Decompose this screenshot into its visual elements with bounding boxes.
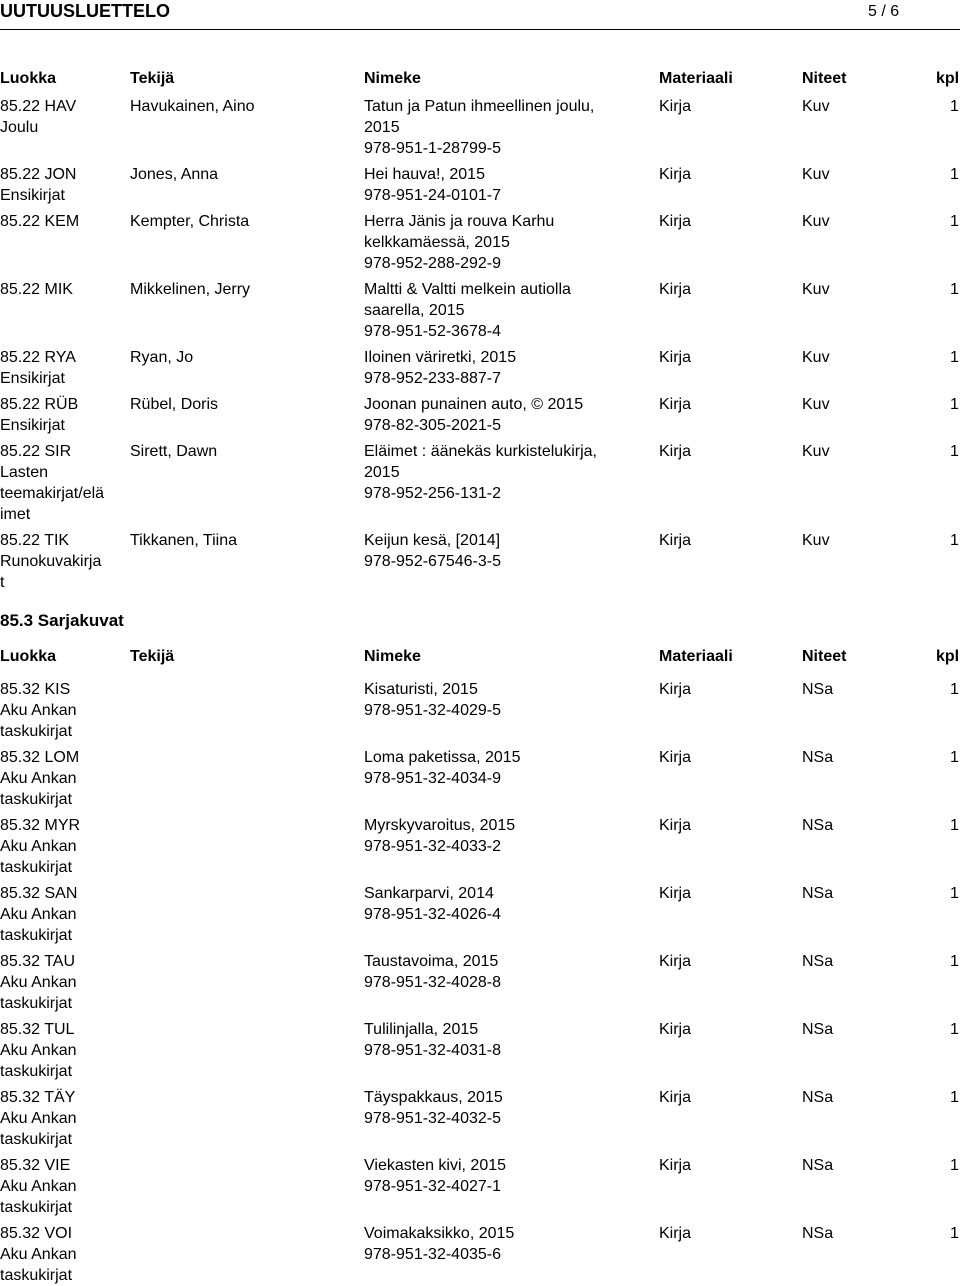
luokka-cell-line: Runokuvakirja [0, 553, 102, 570]
nimeke-cell-line: 978-952-67546-3-5 [364, 553, 501, 570]
kpl-cell: 1 [950, 443, 959, 460]
luokka-cell-line: taskukirjat [0, 723, 73, 740]
nimeke-cell [364, 530, 644, 572]
nimeke-cell-line: 978-951-32-4033-2 [364, 838, 501, 855]
nimeke-cell-line: 978-951-32-4028-8 [364, 974, 501, 991]
nimeke-cell-line: kelkkamäessä, 2015 [364, 234, 510, 251]
document-title: UUTUUSLUETTELO [0, 1, 170, 21]
luokka-cell-line: 85.22 HAV [0, 98, 77, 115]
luokka-cell-line: 85.32 MYR [0, 817, 81, 834]
luokka-cell-line: 85.22 JON [0, 166, 77, 183]
column-header-kpl: kpl [936, 648, 960, 665]
kpl-cell: 1 [950, 396, 959, 413]
nimeke-cell [364, 279, 644, 342]
nimeke-cell-line: 978-951-32-4035-6 [364, 1246, 501, 1263]
page-header [0, 0, 960, 24]
luokka-cell [0, 883, 112, 946]
luokka-cell-line: Aku Ankan [0, 906, 77, 923]
nimeke-cell [364, 394, 644, 436]
luokka-cell-line: Aku Ankan [0, 770, 77, 787]
luokka-cell [0, 815, 112, 878]
niteet-cell: NSa [802, 1225, 834, 1242]
kpl-cell: 1 [950, 532, 959, 549]
materiaali-cell: Kirja [659, 1021, 692, 1038]
nimeke-cell-line: Hei hauva!, 2015 [364, 166, 485, 183]
column-header-niteet: Niteet [802, 70, 847, 87]
tekija-cell: Tikkanen, Tiina [130, 532, 238, 549]
nimeke-cell-line: 978-951-32-4032-5 [364, 1110, 501, 1127]
luokka-cell [0, 211, 112, 232]
nimeke-cell-line: Taustavoima, 2015 [364, 953, 499, 970]
kpl-cell: 1 [950, 98, 959, 115]
luokka-cell [0, 1019, 112, 1082]
niteet-cell: Kuv [802, 166, 830, 183]
luokka-cell-line: Aku Ankan [0, 1110, 77, 1127]
nimeke-cell-line: Joonan punainen auto, © 2015 [364, 396, 584, 413]
luokka-cell [0, 96, 112, 138]
tekija-cell: Havukainen, Aino [130, 98, 255, 115]
materiaali-cell: Kirja [659, 532, 692, 549]
luokka-cell-line: Ensikirjat [0, 417, 65, 434]
tekija-cell: Ryan, Jo [130, 349, 194, 366]
luokka-cell-line: 85.32 VIE [0, 1157, 71, 1174]
niteet-cell: NSa [802, 885, 834, 902]
niteet-cell: Kuv [802, 281, 830, 298]
nimeke-cell-line: Loma paketissa, 2015 [364, 749, 521, 766]
luokka-cell [0, 347, 112, 389]
luokka-cell-line: 85.22 MIK [0, 281, 73, 298]
nimeke-cell [364, 815, 644, 857]
nimeke-cell-line: Iloinen väriretki, 2015 [364, 349, 517, 366]
kpl-cell: 1 [950, 1021, 959, 1038]
luokka-cell-line: taskukirjat [0, 1199, 73, 1216]
niteet-cell: Kuv [802, 532, 830, 549]
kpl-cell: 1 [950, 349, 959, 366]
nimeke-cell [364, 1087, 644, 1129]
luokka-cell-line: Ensikirjat [0, 187, 65, 204]
luokka-cell-line: 85.22 RYA [0, 349, 76, 366]
niteet-cell: Kuv [802, 396, 830, 413]
luokka-cell [0, 1087, 112, 1150]
nimeke-cell-line: 978-82-305-2021-5 [364, 417, 501, 434]
materiaali-cell: Kirja [659, 1157, 692, 1174]
niteet-cell: NSa [802, 1157, 834, 1174]
column-header-kpl: kpl [936, 70, 960, 87]
tekija-cell: Jones, Anna [130, 166, 219, 183]
luokka-cell [0, 679, 112, 742]
materiaali-cell: Kirja [659, 98, 692, 115]
luokka-cell [0, 1223, 112, 1286]
luokka-cell-line: Joulu [0, 119, 39, 136]
materiaali-cell: Kirja [659, 681, 692, 698]
kpl-cell: 1 [950, 885, 959, 902]
luokka-cell-line: 85.32 TUL [0, 1021, 75, 1038]
niteet-cell: Kuv [802, 443, 830, 460]
nimeke-cell-line: Herra Jänis ja rouva Karhu [364, 213, 555, 230]
header-divider [0, 29, 960, 30]
kpl-cell: 1 [950, 1225, 959, 1242]
nimeke-cell-line: 978-951-32-4026-4 [364, 906, 501, 923]
tekija-cell: Rübel, Doris [130, 396, 219, 413]
tekija-cell: Sirett, Dawn [130, 443, 218, 460]
luokka-cell-line: taskukirjat [0, 791, 73, 808]
tekija-cell: Mikkelinen, Jerry [130, 281, 251, 298]
materiaali-cell: Kirja [659, 817, 692, 834]
column-header-materiaali: Materiaali [659, 70, 733, 87]
nimeke-cell-line: 978-951-52-3678-4 [364, 323, 501, 340]
materiaali-cell: Kirja [659, 281, 692, 298]
luokka-cell-line: 85.32 SAN [0, 885, 78, 902]
kpl-cell: 1 [950, 213, 959, 230]
niteet-cell: NSa [802, 1021, 834, 1038]
column-header-tekija: Tekijä [130, 648, 175, 665]
nimeke-cell-line: Myrskyvaroitus, 2015 [364, 817, 516, 834]
nimeke-cell [364, 679, 644, 721]
nimeke-cell-line: Keijun kesä, [2014] [364, 532, 501, 549]
nimeke-cell-line: 978-952-233-887-7 [364, 370, 501, 387]
materiaali-cell: Kirja [659, 213, 692, 230]
nimeke-cell-line: Tatun ja Patun ihmeellinen joulu, [364, 98, 595, 115]
luokka-cell-line: taskukirjat [0, 1063, 73, 1080]
luokka-cell-line: teemakirjat/elä [0, 485, 105, 502]
kpl-cell: 1 [950, 681, 959, 698]
materiaali-cell: Kirja [659, 749, 692, 766]
nimeke-cell [364, 747, 644, 789]
nimeke-cell [364, 883, 644, 925]
luokka-cell-line: taskukirjat [0, 1131, 73, 1148]
kpl-cell: 1 [950, 1089, 959, 1106]
luokka-cell-line: Aku Ankan [0, 702, 77, 719]
luokka-cell [0, 1155, 112, 1218]
materiaali-cell: Kirja [659, 885, 692, 902]
nimeke-cell-line: 978-951-24-0101-7 [364, 187, 501, 204]
nimeke-cell-line: Sankarparvi, 2014 [364, 885, 494, 902]
nimeke-cell-line: saarella, 2015 [364, 302, 465, 319]
luokka-cell-line: 85.32 LOM [0, 749, 80, 766]
luokka-cell [0, 394, 112, 436]
luokka-cell-line: t [0, 574, 5, 591]
column-header-tekija: Tekijä [130, 70, 175, 87]
nimeke-cell [364, 441, 644, 504]
nimeke-cell [364, 164, 644, 206]
luokka-cell-line: taskukirjat [0, 995, 73, 1012]
nimeke-cell [364, 1019, 644, 1061]
column-headers-section2 [0, 646, 960, 668]
nimeke-cell-line: 978-951-1-28799-5 [364, 140, 501, 157]
column-header-luokka: Luokka [0, 648, 57, 665]
materiaali-cell: Kirja [659, 166, 692, 183]
luokka-cell-line: Aku Ankan [0, 1178, 77, 1195]
materiaali-cell: Kirja [659, 396, 692, 413]
luokka-cell-line: 85.22 SIR [0, 443, 72, 460]
luokka-cell-line: imet [0, 506, 31, 523]
nimeke-cell-line: 978-952-256-131-2 [364, 485, 501, 502]
niteet-cell: Kuv [802, 213, 830, 230]
luokka-cell-line: Ensikirjat [0, 370, 65, 387]
luokka-cell-line: Aku Ankan [0, 1042, 77, 1059]
materiaali-cell: Kirja [659, 349, 692, 366]
column-header-nimeke: Nimeke [364, 70, 421, 87]
luokka-cell-line: 85.32 TÄY [0, 1089, 76, 1106]
column-headers-section1 [0, 68, 960, 90]
niteet-cell: NSa [802, 953, 834, 970]
nimeke-cell-line: 978-951-32-4027-1 [364, 1178, 501, 1195]
tekija-cell: Kempter, Christa [130, 213, 250, 230]
niteet-cell: Kuv [802, 349, 830, 366]
luokka-cell [0, 441, 112, 525]
luokka-cell-line: 85.22 TIK [0, 532, 70, 549]
luokka-cell-line: Lasten [0, 464, 49, 481]
column-header-materiaali: Materiaali [659, 648, 733, 665]
luokka-cell-line: Aku Ankan [0, 974, 77, 991]
niteet-cell: NSa [802, 1089, 834, 1106]
kpl-cell: 1 [950, 749, 959, 766]
luokka-cell-line: 85.22 RÜB [0, 396, 79, 413]
column-header-niteet: Niteet [802, 648, 847, 665]
luokka-cell [0, 164, 112, 206]
nimeke-cell [364, 951, 644, 993]
luokka-cell-line: taskukirjat [0, 927, 73, 944]
niteet-cell: NSa [802, 749, 834, 766]
luokka-cell [0, 530, 112, 593]
luokka-cell-line: taskukirjat [0, 859, 73, 876]
nimeke-cell-line: 978-951-32-4029-5 [364, 702, 501, 719]
materiaali-cell: Kirja [659, 1089, 692, 1106]
luokka-cell-line: taskukirjat [0, 1267, 73, 1284]
luokka-cell-line: 85.32 KIS [0, 681, 71, 698]
nimeke-cell [364, 1223, 644, 1265]
nimeke-cell-line: 978-951-32-4034-9 [364, 770, 501, 787]
luokka-cell-line: 85.32 TAU [0, 953, 76, 970]
luokka-cell-line: 85.22 KEM [0, 213, 80, 230]
luokka-cell [0, 747, 112, 810]
column-header-luokka: Luokka [0, 70, 57, 87]
niteet-cell: NSa [802, 817, 834, 834]
nimeke-cell [364, 96, 644, 159]
nimeke-cell-line: Kisaturisti, 2015 [364, 681, 478, 698]
materiaali-cell: Kirja [659, 953, 692, 970]
column-header-nimeke: Nimeke [364, 648, 421, 665]
nimeke-cell-line: Tulilinjalla, 2015 [364, 1021, 479, 1038]
luokka-cell [0, 951, 112, 1014]
nimeke-cell-line: 978-952-288-292-9 [364, 255, 501, 272]
luokka-cell-line: Aku Ankan [0, 1246, 77, 1263]
materiaali-cell: Kirja [659, 443, 692, 460]
nimeke-cell-line: 2015 [364, 464, 400, 481]
kpl-cell: 1 [950, 1157, 959, 1174]
nimeke-cell-line: Täyspakkaus, 2015 [364, 1089, 503, 1106]
luokka-cell-line: 85.32 VOI [0, 1225, 73, 1242]
nimeke-cell-line: Voimakaksikko, 2015 [364, 1225, 515, 1242]
kpl-cell: 1 [950, 953, 959, 970]
nimeke-cell [364, 1155, 644, 1197]
kpl-cell: 1 [950, 281, 959, 298]
nimeke-cell [364, 347, 644, 389]
kpl-cell: 1 [950, 817, 959, 834]
materiaali-cell: Kirja [659, 1225, 692, 1242]
nimeke-cell [364, 211, 644, 274]
page-number: 5 / 6 [868, 3, 900, 20]
nimeke-cell-line: 978-951-32-4031-8 [364, 1042, 501, 1059]
luokka-cell-line: Aku Ankan [0, 838, 77, 855]
luokka-cell [0, 279, 112, 300]
kpl-cell: 1 [950, 166, 959, 183]
niteet-cell: Kuv [802, 98, 830, 115]
niteet-cell: NSa [802, 681, 834, 698]
section-heading-sarjakuvat: 85.3 Sarjakuvat [0, 611, 124, 630]
nimeke-cell-line: Viekasten kivi, 2015 [364, 1157, 507, 1174]
nimeke-cell-line: Maltti & Valtti melkein autiolla [364, 281, 571, 298]
nimeke-cell-line: 2015 [364, 119, 400, 136]
nimeke-cell-line: Eläimet : äänekäs kurkistelukirja, [364, 443, 597, 460]
